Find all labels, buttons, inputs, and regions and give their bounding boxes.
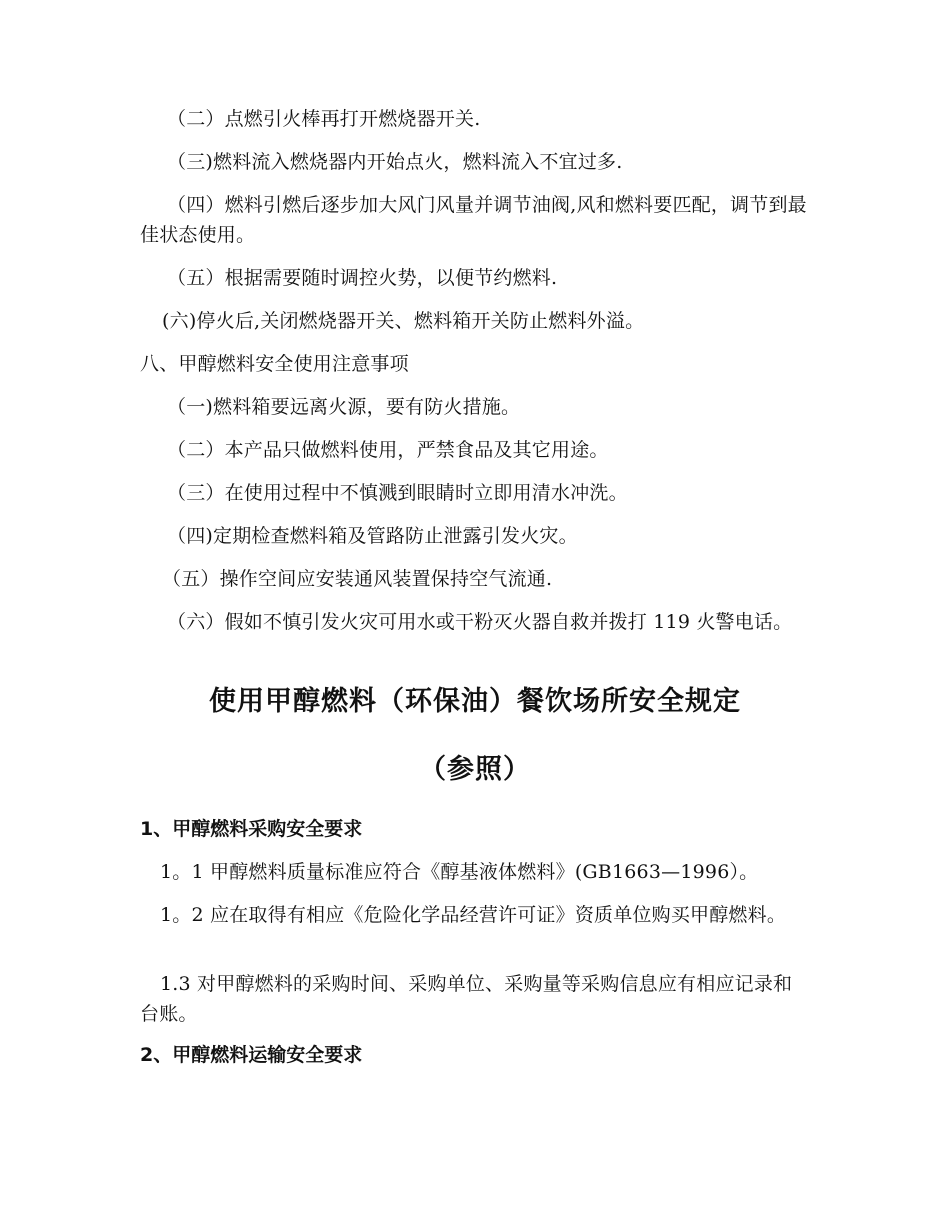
rule-1-2: 1。2 应在取得有相应《危险化学品经营许可证》资质单位购买甲醇燃料。 <box>160 904 787 926</box>
section-heading-1: 1、甲醇燃料采购安全要求 <box>140 818 363 840</box>
safety-item-3: （三）在使用过程中不慎溅到眼睛时立即用清水冲洗。 <box>167 482 628 504</box>
document-subtitle: （参照） <box>419 754 531 785</box>
safety-item-5: （五）操作空间应安装通风装置保持空气流通. <box>162 568 553 590</box>
safety-item-4: （四)定期检查燃料箱及管路防止泄露引发火灾。 <box>167 525 578 547</box>
safety-item-6: （六）假如不慎引发火灾可用水或干粉灭火器自救并拨打 119 火警电话。 <box>167 611 793 633</box>
document-title: 使用甲醇燃料（环保油）餐饮场所安全规定 <box>209 686 741 717</box>
paragraph-step-5: （五）根据需要随时调控火势，以便节约燃料. <box>167 267 558 289</box>
paragraph-step-2: （二）点燃引火棒再打开燃烧器开关. <box>167 108 481 130</box>
safety-item-2: （二）本产品只做燃料使用，严禁食品及其它用途。 <box>167 439 609 461</box>
paragraph-step-6: (六)停火后,关闭燃烧器开关、燃料箱开关防止燃料外溢。 <box>162 310 645 332</box>
safety-item-1: （一)燃料箱要远离火源，要有防火措施。 <box>167 396 521 418</box>
rule-1-3: 1.3 对甲醇燃料的采购时间、采购单位、采购量等采购信息应有相应记录和台账。 <box>140 973 793 1025</box>
section-heading-8: 八、甲醇燃料安全使用注意事项 <box>140 353 409 375</box>
rule-1-1: 1。1 甲醇燃料质量标准应符合《醇基液体燃料》(GB1663—1996）。 <box>160 861 759 883</box>
paragraph-step-4: （四）燃料引燃后逐步加大风门风量并调节油阀,风和燃料要匹配，调节到最佳状态使用。 <box>140 194 807 246</box>
paragraph-step-3: （三)燃料流入燃烧器内开始点火，燃料流入不宜过多. <box>167 151 623 173</box>
section-heading-2: 2、甲醇燃料运输安全要求 <box>140 1044 363 1066</box>
